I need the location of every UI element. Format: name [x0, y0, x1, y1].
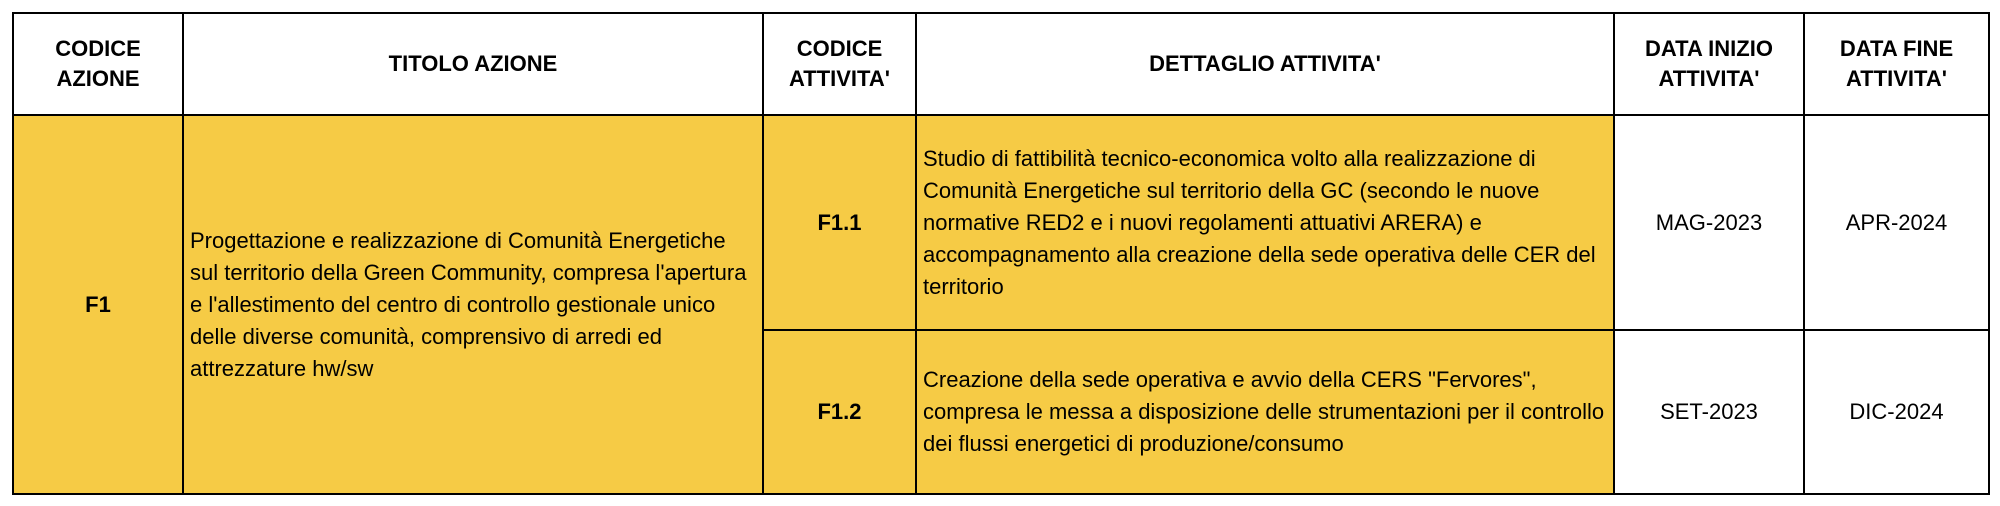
- actions-table: [12, 12, 1990, 495]
- header-data-fine: [1804, 13, 1989, 115]
- header-codice-azione-line2: AZIONE: [56, 66, 140, 91]
- header-row: [13, 13, 1989, 115]
- header-data-inizio: [1614, 13, 1804, 115]
- header-codice-attivita: [763, 13, 916, 115]
- data-inizio-cell: MAG-2023: [1614, 115, 1804, 330]
- header-codice-azione-line1: CODICE: [55, 36, 141, 61]
- data-fine-cell: DIC-2024: [1804, 330, 1989, 494]
- dettaglio-attivita-cell: Studio di fattibilità tecnico-economica volto alla realizzazione di Comunità Energetiche sul territorio della GC (secondo le nuove normative RED2 e i nuovi regolamenti attuativi ARERA) e accompagnamento alla creazione della sede operativa delle CER del territorio: [916, 115, 1614, 330]
- data-fine-cell: APR-2024: [1804, 115, 1989, 330]
- titolo-azione-cell: Progettazione e realizzazione di Comunità Energetiche sul territorio della Green Community, compresa l'apertura e l'allestimento del centro di controllo gestionale unico delle diverse comunità, comprensivo di arredi ed attrezzature hw/sw: [183, 115, 763, 494]
- table-row: [13, 115, 1989, 330]
- header-dettaglio-attivita: DETTAGLIO ATTIVITA': [916, 13, 1614, 115]
- codice-attivita-cell: F1.2: [763, 330, 916, 494]
- codice-attivita-cell: F1.1: [763, 115, 916, 330]
- header-codice-attivita-line2: ATTIVITA': [789, 66, 890, 91]
- header-data-inizio-line1: DATA INIZIO: [1645, 36, 1773, 61]
- codice-azione-cell: F1: [13, 115, 183, 494]
- header-titolo-azione: TITOLO AZIONE: [183, 13, 763, 115]
- data-inizio-cell: SET-2023: [1614, 330, 1804, 494]
- dettaglio-attivita-cell: Creazione della sede operativa e avvio della CERS "Fervores", compresa le messa a disposizione delle strumentazioni per il controllo dei flussi energetici di produzione/consumo: [916, 330, 1614, 494]
- header-data-inizio-line2: ATTIVITA': [1658, 66, 1760, 91]
- header-data-fine-line2: ATTIVITA': [1846, 66, 1947, 91]
- header-codice-azione: [13, 13, 183, 115]
- header-data-fine-line1: DATA FINE: [1839, 36, 1954, 61]
- header-codice-attivita-line1: CODICE: [796, 36, 883, 61]
